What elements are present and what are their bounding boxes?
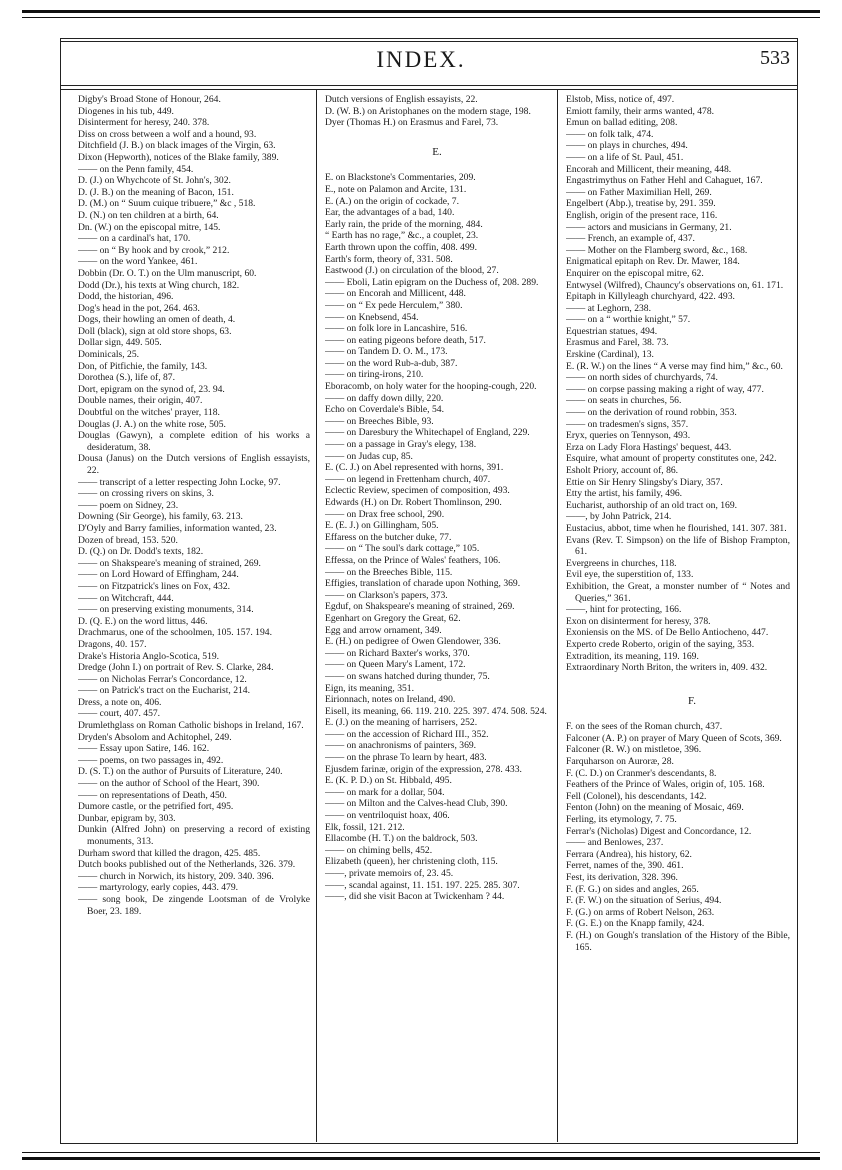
index-entry: Edwards (H.) on Dr. Robert Thomlinson, 290. bbox=[325, 497, 502, 508]
index-entry: —— on folk lore in Lancashire, 516. bbox=[325, 323, 468, 335]
index-entry: Dunkin (Alfred John) on preserving a record of existing monuments, 313. bbox=[78, 824, 310, 847]
index-entry: —— court, 407. 457. bbox=[78, 708, 161, 720]
column-2-d-entries bbox=[325, 94, 549, 129]
index-entry: Eucharist, authorship of an old tract on, 169. bbox=[566, 499, 738, 511]
index-entry: Ferret, names of the, 390. 461. bbox=[566, 860, 684, 872]
index-entry: —— on “ The soul's dark cottage,” 105. bbox=[325, 543, 480, 555]
index-entry: Dominicals, 25. bbox=[78, 349, 140, 361]
index-entry: Eastwood (J.) on circulation of the blood, 27. bbox=[325, 265, 499, 277]
index-entry: Experto crede Roberto, origin of the saying, 353. bbox=[566, 638, 755, 650]
index-entry: Dragons, 40. 157. bbox=[78, 638, 147, 650]
index-entry: —— Essay upon Satire, 146. 162. bbox=[78, 743, 210, 755]
index-entry: Egenhart on Gregory the Great, 62. bbox=[325, 612, 461, 624]
index-entry: —— on the author of School of the Heart, 390. bbox=[78, 778, 260, 790]
index-entry: Diss on cross between a wolf and a hound, 93. bbox=[78, 128, 257, 140]
index-entry: E. (R. W.) on the lines “ A verse may find him,” &c., 60. bbox=[566, 360, 783, 372]
index-entry: D. (N.) on ten children at a birth, 64. bbox=[78, 209, 219, 221]
index-entry: —— on plays in churches, 494. bbox=[566, 140, 688, 152]
index-entry: —— on representations of Death, 450. bbox=[78, 789, 227, 801]
index-entry: Dodd, the historian, 496. bbox=[78, 291, 174, 303]
index-entry: Epitaph in Killyleagh churchyard, 422. 493. bbox=[566, 291, 735, 303]
index-entry: Dog's head in the pot, 264. 463. bbox=[78, 302, 200, 314]
index-entry: —— Eboli, Latin epigram on the Duchess of, 208. 289. bbox=[325, 276, 539, 288]
index-entry: Ferrara (Andrea), his history, 62. bbox=[566, 848, 692, 860]
index-entry: Douglas (J. A.) on the white rose, 505. bbox=[78, 418, 226, 430]
index-entry: Dobbin (Dr. O. T.) on the Ulm manuscript, 60. bbox=[78, 267, 257, 279]
index-entry: —— on Clarkson's papers, 373. bbox=[325, 589, 448, 601]
index-entry: Doll (black), sign at old store shops, 63. bbox=[78, 325, 232, 337]
index-entry: Fest, its derivation, 328. 396. bbox=[566, 872, 678, 883]
index-entry: Dodd (Dr.), his texts at Wing church, 182. bbox=[78, 279, 240, 291]
index-entry: E. (A.) on the origin of cockade, 7. bbox=[325, 195, 460, 207]
index-entry: E. (H.) on pedigree of Owen Glendower, 336. bbox=[325, 636, 501, 648]
index-entry: Doubtful on the witches' prayer, 118. bbox=[78, 407, 220, 419]
index-entry: Eign, its meaning, 351. bbox=[325, 682, 414, 694]
index-entry: Earth thrown upon the coffin, 408. 499. bbox=[325, 241, 477, 253]
index-entry: —— on Queen Mary's Lament, 172. bbox=[325, 659, 466, 671]
index-entry: Extraordinary North Briton, the writers in, 409. 432. bbox=[566, 662, 768, 674]
index-entry: —— on the word Rub-a-dub, 387. bbox=[325, 357, 458, 369]
index-entry: Dollar sign, 449. 505. bbox=[78, 337, 162, 349]
index-entry: Effessa, on the Prince of Wales' feathers, 106. bbox=[325, 554, 501, 566]
index-entry: —— on Patrick's tract on the Eucharist, 214. bbox=[78, 685, 250, 697]
index-entry: Enigmatical epitaph on Rev. Dr. Mawer, 184. bbox=[566, 256, 740, 268]
index-entry: F. (F. G.) on sides and angles, 265. bbox=[566, 883, 699, 895]
index-entry: —— on folk talk, 474. bbox=[566, 128, 654, 140]
index-entry: Disinterment for heresy, 240. 378. bbox=[78, 117, 210, 129]
index-entry: Falconer (A. P.) on prayer of Mary Queen of Scots, 369. bbox=[566, 732, 782, 744]
column-divider-2 bbox=[557, 90, 558, 1142]
header-rule-double bbox=[60, 89, 797, 90]
index-entry: Dutch versions of English essayists, 22. bbox=[325, 94, 478, 105]
section-letter-f: F. bbox=[688, 694, 696, 707]
top-thick-rule bbox=[22, 10, 820, 13]
index-entry: D. (W. B.) on Aristophanes on the modern stage, 198. bbox=[325, 105, 531, 117]
index-entry: Don, of Pitfichie, the family, 143. bbox=[78, 360, 208, 372]
header-rule bbox=[60, 85, 797, 86]
index-entry: Dogs, their howling an omen of death, 4. bbox=[78, 314, 236, 326]
frame-inner-line bbox=[61, 41, 797, 42]
index-entry: —— on Witchcraft, 444. bbox=[78, 592, 174, 604]
index-entry: —— French, an example of, 437. bbox=[566, 233, 695, 245]
index-entry: Ejusdem farinæ, origin of the expression, 278. 433. bbox=[325, 763, 522, 775]
index-entry: Eirionnach, notes on Ireland, 490. bbox=[325, 694, 456, 706]
index-entry: —— on the Penn family, 454. bbox=[78, 163, 194, 175]
index-entry: Fell (Colonel), his descendants, 142. bbox=[566, 790, 707, 802]
index-entry: English, origin of the present race, 116. bbox=[566, 209, 718, 221]
index-entry: Early rain, the pride of the morning, 484. bbox=[325, 218, 483, 230]
index-entry: Eisell, its meaning, 66. 119. 210. 225. 397. 474. 508. 524. bbox=[325, 705, 547, 717]
index-entry: D. (J. B.) on the meaning of Bacon, 151. bbox=[78, 186, 234, 198]
index-entry: —— on Tandem D. O. M., 173. bbox=[325, 346, 448, 358]
index-entry: Fenton (John) on the meaning of Mosaic, 469. bbox=[566, 802, 744, 814]
index-entry: ——, by John Patrick, 214. bbox=[566, 511, 672, 523]
index-entry: —— on crossing rivers on skins, 3. bbox=[78, 488, 214, 500]
index-entry: ——, private memoirs of, 23. 45. bbox=[325, 868, 454, 879]
index-entry: D'Oyly and Barry families, information wanted, 23. bbox=[78, 522, 277, 534]
index-entry: Evans (Rev. T. Simpson) on the life of Bishop Frampton, 61. bbox=[566, 534, 790, 558]
column-3-e-entries bbox=[566, 94, 790, 674]
section-letter-e: E. bbox=[432, 145, 442, 158]
index-entry: —— church in Norwich, its history, 209. 340. 396. bbox=[78, 870, 274, 882]
index-entry: Double names, their origin, 407. bbox=[78, 395, 203, 407]
index-entry: Ear, the advantages of a bad, 140. bbox=[325, 207, 455, 219]
index-entry: —— on Breeches Bible, 93. bbox=[325, 415, 434, 427]
index-entry: —— poems, on two passages in, 492. bbox=[78, 754, 224, 766]
index-entry: Downing (Sir George), his family, 63. 213. bbox=[78, 511, 243, 523]
index-entry: —— on anachronisms of painters, 369. bbox=[325, 740, 477, 752]
index-entry: Farquharson on Auroræ, 28. bbox=[566, 756, 674, 768]
index-entry: Dredge (John I.) on portrait of Rev. S. Clarke, 284. bbox=[78, 662, 274, 674]
index-entry: —— on the word Yankee, 461. bbox=[78, 256, 198, 268]
index-entry: —— on Drax free school, 290. bbox=[325, 508, 445, 520]
index-entry: —— on the accession of Richard III., 352. bbox=[325, 728, 489, 740]
index-entry: —— on Richard Baxter's works, 370. bbox=[325, 647, 470, 659]
index-entry: Douglas (Gawyn), a complete edition of his works a desideratum, 38. bbox=[78, 430, 310, 453]
index-column-1 bbox=[78, 94, 310, 1138]
index-entry: F. (C. D.) on Cranmer's descendants, 8. bbox=[566, 767, 717, 779]
page-number: 533 bbox=[760, 47, 790, 69]
index-entry: —— poem on Sidney, 23. bbox=[78, 499, 179, 511]
index-entry: —— on Shakspeare's meaning of strained, 269. bbox=[78, 557, 261, 569]
index-entry: Ditchfield (J. B.) on black images of the Virgin, 63. bbox=[78, 140, 276, 152]
index-entry: Entwysel (Wilfred), Chauncy's observations on, 61. 171. bbox=[566, 279, 784, 291]
index-entry: —— martyrology, early copies, 443. 479. bbox=[78, 882, 239, 894]
index-entry: Egduf, on Shakspeare's meaning of strained, 269. bbox=[325, 601, 515, 613]
index-entry: Erasmus and Farel, 38. 73. bbox=[566, 337, 669, 349]
index-entry: Eryx, queries on Tennyson, 493. bbox=[566, 430, 691, 442]
index-entry: E., note on Palamon and Arcite, 131. bbox=[325, 183, 467, 195]
index-entry: Emiott family, their arms wanted, 478. bbox=[566, 105, 715, 117]
index-entry: —— on corpse passing making a right of way, 477. bbox=[566, 383, 764, 395]
index-entry: —— on daffy down dilly, 220. bbox=[325, 392, 444, 404]
index-entry: Feathers of the Prince of Wales, origin of, 105. 168. bbox=[566, 779, 765, 791]
index-entry: D. (J.) on Whychcote of St. John's, 302. bbox=[78, 175, 231, 187]
column-divider-1 bbox=[316, 90, 317, 1142]
index-entry: —— on ventriloquist hoax, 406. bbox=[325, 810, 450, 822]
index-entry: E. (K. P. D.) on St. Hibbald, 495. bbox=[325, 775, 452, 787]
index-entry: Falconer (R. W.) on mistletoe, 396. bbox=[566, 744, 702, 756]
index-entry: —— on the derivation of round robbin, 353. bbox=[566, 407, 737, 419]
index-entry: “ Earth has no rage,” &c., a couplet, 23. bbox=[325, 230, 479, 242]
index-entry: —— on “ Ex pede Herculem,” 380. bbox=[325, 299, 463, 311]
index-entry: E. on Blackstone's Commentaries, 209. bbox=[325, 172, 476, 184]
index-entry: —— song book, De zingende Lootsman of de Vrolyke Boer, 23. 189. bbox=[78, 893, 310, 917]
index-entry: —— on Daresbury the Whitechapel of England, 229. bbox=[325, 427, 530, 439]
index-column-2 bbox=[325, 94, 549, 1138]
index-entry: D. (Q.) on Dr. Dodd's texts, 182. bbox=[78, 546, 204, 558]
index-entry: ——, scandal against, 11. 151. 197. 225. 285. 307. bbox=[325, 879, 520, 891]
index-entry: Eclectic Review, specimen of composition, 493. bbox=[325, 485, 510, 497]
index-entry: Erskine (Cardinal), 13. bbox=[566, 349, 654, 361]
index-entry: Enquirer on the episcopal mitre, 62. bbox=[566, 267, 704, 279]
index-entry: —— on chiming bells, 452. bbox=[325, 844, 433, 856]
index-entry: Ferrar's (Nicholas) Digest and Concordance, 12. bbox=[566, 825, 752, 837]
index-entry: Dryden's Absolom and Achitophel, 249. bbox=[78, 731, 232, 743]
index-entry: D. (Q. E.) on the word littus, 446. bbox=[78, 615, 208, 627]
index-entry: F. (H.) on Gough's translation of the History of the Bible, 165. bbox=[566, 929, 790, 953]
index-entry: Digby's Broad Stone of Honour, 264. bbox=[78, 94, 221, 105]
index-entry: Eboracomb, on holy water for the hooping-cough, 220. bbox=[325, 381, 537, 393]
index-entry: Dyer (Thomas H.) on Erasmus and Farel, 73. bbox=[325, 117, 499, 129]
index-entry: —— actors and musicians in Germany, 21. bbox=[566, 221, 732, 233]
index-entry: Engelbert (Abp.), treatise by, 291. 359. bbox=[566, 198, 716, 210]
index-entry: ——, hint for protecting, 166. bbox=[566, 604, 682, 616]
index-entry: Dixon (Hepworth), notices of the Blake family, 389. bbox=[78, 151, 279, 163]
index-entry: Extradition, its meaning, 119. 169. bbox=[566, 650, 699, 662]
index-entry: Effaress on the butcher duke, 77. bbox=[325, 531, 452, 543]
index-entry: —— on Nicholas Ferrar's Concordance, 12. bbox=[78, 673, 247, 685]
index-entry: —— on Milton and the Calves-head Club, 390. bbox=[325, 798, 508, 810]
index-entry: —— on Lord Howard of Effingham, 244. bbox=[78, 569, 239, 581]
index-entry: Evergreens in churches, 118. bbox=[566, 557, 677, 569]
index-entry: E. (J.) on the meaning of harrisers, 252. bbox=[325, 717, 478, 729]
index-entry: Esquire, what amount of property constitutes one, 242. bbox=[566, 453, 777, 465]
index-entry: Elk, fossil, 121. 212. bbox=[325, 821, 405, 833]
index-entry: —— on seats in churches, 56. bbox=[566, 395, 682, 407]
index-entry: —— on a “ worthie knight,” 57. bbox=[566, 314, 691, 326]
index-entry: Effigies, translation of charade upon Nothing, 369. bbox=[325, 578, 521, 590]
index-entry: Etty the artist, his family, 496. bbox=[566, 488, 683, 500]
index-entry: F. on the sees of the Roman church, 437. bbox=[566, 721, 723, 733]
index-entry: D. (M.) on “ Suum cuique tribuere,” &c , 518. bbox=[78, 198, 256, 210]
index-entry: —— at Leghorn, 238. bbox=[566, 302, 651, 314]
index-entry: Emun on ballad editing, 208. bbox=[566, 117, 678, 129]
index-entry: Earth's form, theory of, 331. 508. bbox=[325, 253, 453, 265]
index-entry: Engastrimythus on Father Hehl and Cahaguet, 167. bbox=[566, 175, 763, 187]
index-entry: Eustacius, abbot, time when he flourished, 141. 307. 381. bbox=[566, 522, 787, 534]
index-entry: Dutch books published out of the Netherlands, 326. 379. bbox=[78, 859, 296, 871]
index-entry: —— on tradesmen's signs, 357. bbox=[566, 418, 689, 430]
index-entry: Dress, a note on, 406. bbox=[78, 696, 162, 708]
index-entry: —— on Father Maximilian Hell, 269. bbox=[566, 186, 712, 198]
index-entry: Dumore castle, or the petrified fort, 495. bbox=[78, 801, 234, 813]
index-entry: E. (E. J.) on Gillingham, 505. bbox=[325, 520, 439, 532]
index-entry: —— on a passage in Gray's elegy, 138. bbox=[325, 439, 477, 451]
index-column-3 bbox=[566, 94, 790, 1138]
index-entry: —— on mark for a dollar, 504. bbox=[325, 786, 445, 798]
index-entry: Drachmarus, one of the schoolmen, 105. 157. 194. bbox=[78, 627, 272, 639]
index-entry: Durham sword that killed the dragon, 425. 485. bbox=[78, 847, 261, 859]
index-entry: Dousa (Janus) on the Dutch versions of English essayists, 22. bbox=[78, 453, 310, 476]
index-entry: —— on a life of St. Paul, 451. bbox=[566, 151, 684, 163]
index-entry: Dozen of bread, 153. 520. bbox=[78, 534, 178, 546]
index-entry: Dn. (W.) on the episcopal mitre, 145. bbox=[78, 221, 221, 233]
index-entry: Diogenes in his tub, 449. bbox=[78, 105, 174, 117]
index-entry: —— on north sides of churchyards, 74. bbox=[566, 372, 718, 384]
index-entry: D. (S. T.) on the author of Pursuits of Literature, 240. bbox=[78, 766, 283, 778]
index-entry: —— on legend in Frettenham church, 407. bbox=[325, 473, 491, 485]
index-entry: Dort, epigram on the synod of, 23. 94. bbox=[78, 383, 225, 395]
index-entry: F. (F. W.) on the situation of Serius, 494. bbox=[566, 895, 722, 907]
index-entry: —— and Benlowes, 237. bbox=[566, 837, 664, 849]
index-entry: ——, did she visit Bacon at Twickenham ? 44. bbox=[325, 891, 505, 903]
bottom-thick-rule bbox=[22, 1157, 820, 1160]
index-entry: —— on Encorah and Millicent, 448. bbox=[325, 288, 466, 300]
index-entry: Elstob, Miss, notice of, 497. bbox=[566, 94, 675, 105]
index-entry: Esholt Priory, account of, 86. bbox=[566, 465, 679, 476]
index-entry: Egg and arrow ornament, 349. bbox=[325, 624, 442, 636]
index-entry: —— on a cardinal's hat, 170. bbox=[78, 233, 191, 245]
index-entry: —— on the phrase To learn by heart, 483. bbox=[325, 752, 487, 764]
index-entry: —— on “ By hook and by crook,” 212. bbox=[78, 244, 230, 256]
index-entry: Exon on disinterment for heresy, 378. bbox=[566, 615, 711, 627]
bottom-thin-rule bbox=[22, 1152, 820, 1153]
index-entry: Drumlethglass on Roman Catholic bishops in Ireland, 167. bbox=[78, 720, 304, 732]
index-entry: —— on the Breeches Bible, 115. bbox=[325, 566, 453, 578]
index-entry: —— on Judas cup, 85. bbox=[325, 450, 413, 462]
index-entry: E. (C. J.) on Abel represented with horns, 391. bbox=[325, 462, 504, 474]
index-entry: F. (G. E.) on the Knapp family, 424. bbox=[566, 918, 705, 930]
index-entry: —— transcript of a letter respecting John Locke, 97. bbox=[78, 476, 281, 488]
index-entry: —— on preserving existing monuments, 314. bbox=[78, 604, 254, 616]
index-entry: Exhibition, the Great, a monster number of “ Notes and Queries,” 361. bbox=[566, 580, 790, 604]
index-entry: —— on Knebsend, 454. bbox=[325, 311, 419, 323]
index-entry: Erza on Lady Flora Hastings' bequest, 443. bbox=[566, 441, 732, 453]
index-entry: —— Mother on the Flamberg sword, &c., 168. bbox=[566, 244, 748, 256]
index-entry: Equestrian statues, 494. bbox=[566, 325, 658, 337]
page-title: INDEX. bbox=[376, 47, 466, 72]
index-entry: —— on eating pigeons before death, 517. bbox=[325, 334, 486, 346]
index-entry: Ferling, its etymology, 7. 75. bbox=[566, 814, 677, 826]
index-entry: —— on tiring-irons, 210. bbox=[325, 369, 424, 381]
index-entry: —— on Fitzpatrick's lines on Fox, 432. bbox=[78, 580, 231, 592]
top-thin-rule bbox=[22, 17, 820, 18]
index-entry: Evil eye, the superstition of, 133. bbox=[566, 569, 694, 581]
index-entry: Ellacombe (H. T.) on the baldrock, 503. bbox=[325, 833, 478, 845]
index-entry: Echo on Coverdale's Bible, 54. bbox=[325, 404, 444, 416]
index-entry: Dorothea (S.), life of, 87. bbox=[78, 372, 175, 384]
index-entry: Drake's Historia Anglo-Scotica, 519. bbox=[78, 650, 220, 662]
index-entry: Ettie on Sir Henry Slingsby's Diary, 357. bbox=[566, 476, 723, 488]
index-entry: Exoniensis on the MS. of De Bello Antiocheno, 447. bbox=[566, 627, 769, 639]
column-2-e-entries bbox=[325, 172, 549, 902]
index-entry: Elizabeth (queen), her christening cloth, 115. bbox=[325, 856, 498, 868]
index-entry: F. (G.) on arms of Robert Nelson, 263. bbox=[566, 906, 715, 918]
index-entry: Dunbar, epigram by, 303. bbox=[78, 812, 176, 824]
index-entry: Encorah and Millicent, their meaning, 448. bbox=[566, 163, 732, 175]
index-entry: —— on swans hatched during thunder, 75. bbox=[325, 670, 490, 682]
column-3-f-entries bbox=[566, 721, 790, 953]
